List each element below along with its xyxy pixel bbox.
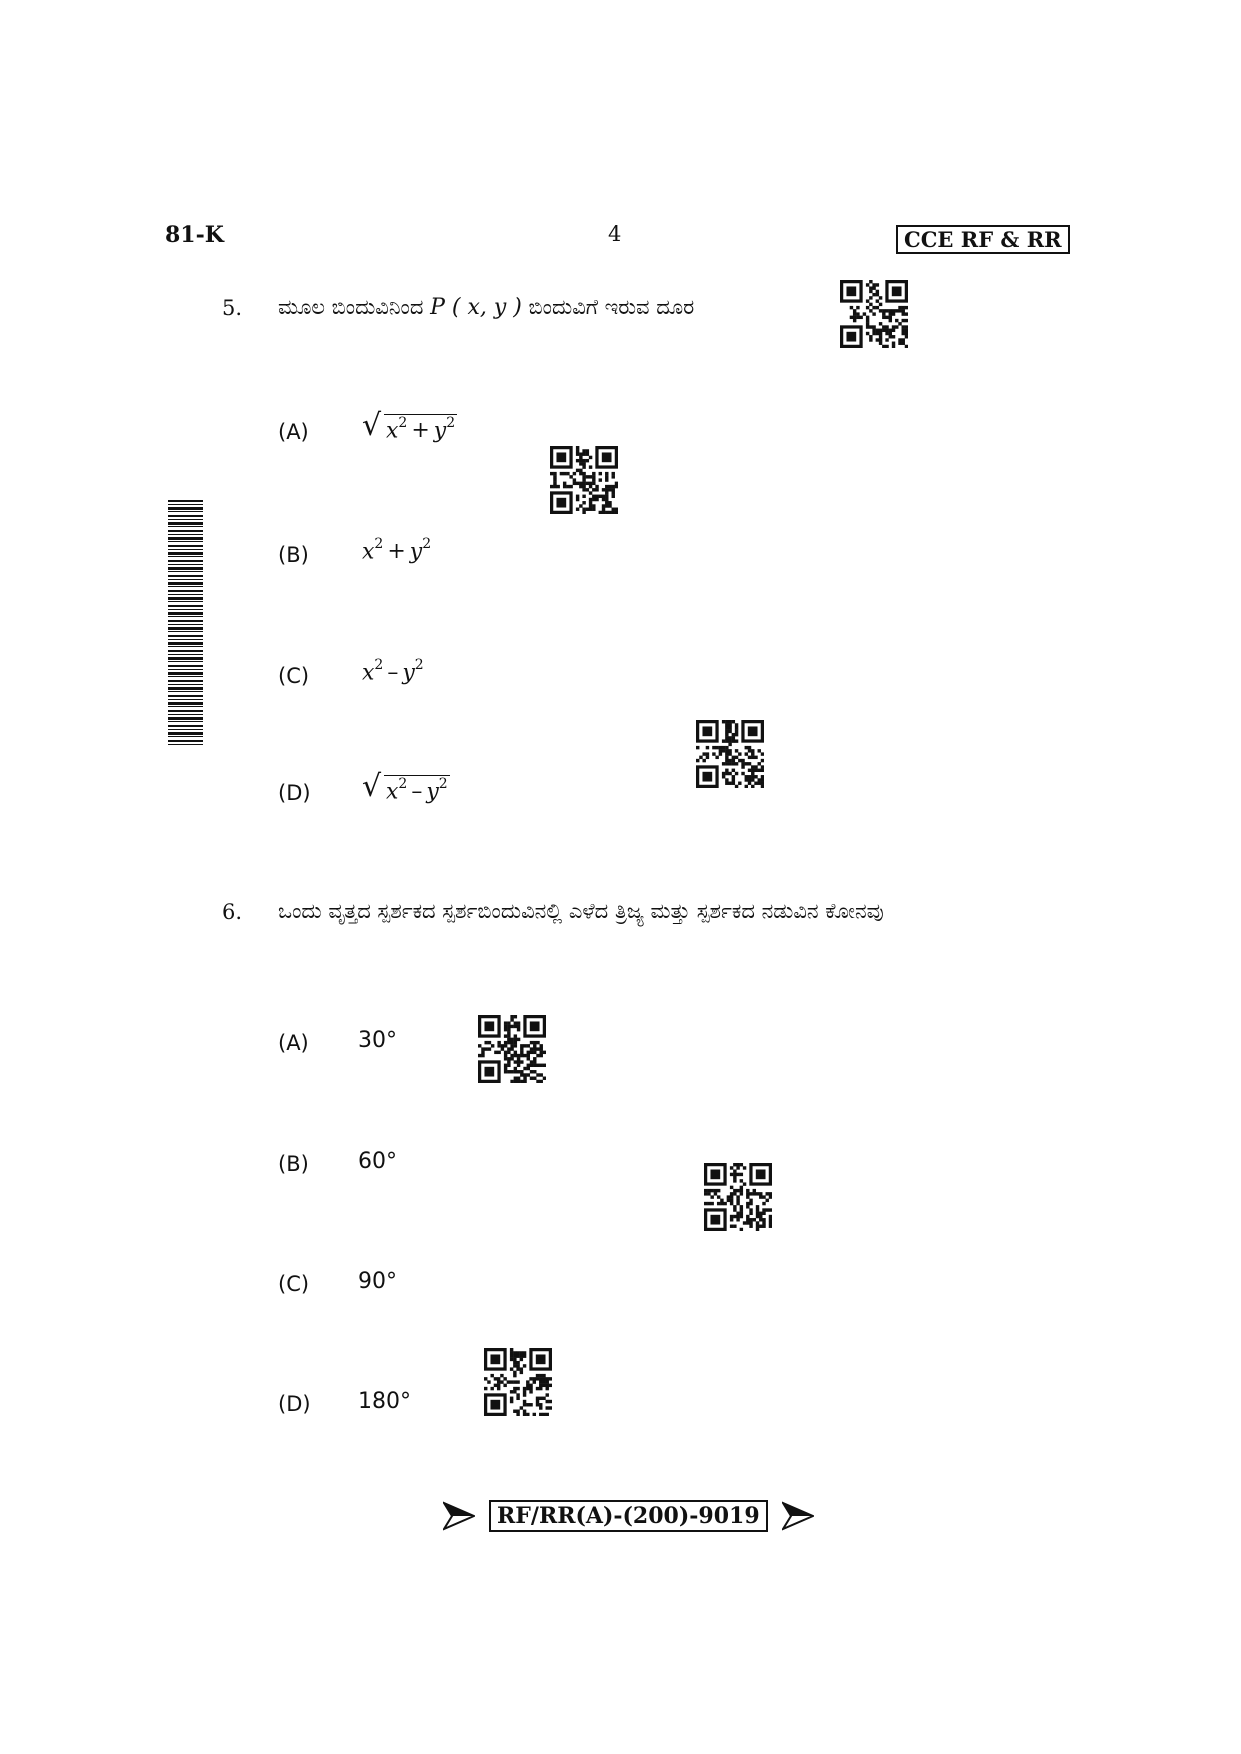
q6-option-b-value: 60° (358, 1149, 397, 1174)
qr-code-icon (696, 720, 764, 788)
paper-code: 81-K (165, 222, 224, 248)
footer-code: RF/RR(A)-(200)-9019 (489, 1500, 768, 1532)
q6-option-c-label: (C) (278, 1272, 310, 1296)
q6-option-c-value: 90° (358, 1269, 397, 1294)
q6-option-b-label: (B) (278, 1152, 309, 1176)
footer (443, 1500, 814, 1532)
q5-option-a-label: (A) (278, 420, 309, 444)
q5-option-b-expression: $x^2 + y^2$ (362, 536, 432, 565)
qr-code-icon (478, 1015, 546, 1083)
qr-code-icon (484, 1348, 552, 1416)
question-5-point: P ( x, y ) (430, 295, 522, 320)
q6-option-d-value: 180° (358, 1389, 411, 1414)
question-6-text: ಒಂದು ವೃತ್ತದ ಸ್ಪರ್ಶಕದ ಸ್ಪರ್ಶಬಿಂದುವಿನಲ್ಲಿ ಎಳೆದ ತ್ರಿಜ್ಯ ಮತ್ತು ಸ್ಪರ್ಶಕದ ನಡುವಿನ ಕೋನವು (278, 899, 884, 923)
q5-option-c-expression: $x^2 - y^2$ (362, 657, 424, 686)
q6-option-a-value: 30° (358, 1028, 397, 1053)
q5-option-a-expression: √ $x^2 + y^2$ (362, 408, 456, 444)
q5-option-b-label: (B) (278, 543, 309, 567)
qr-code-icon (704, 1163, 772, 1231)
arrow-icon (782, 1501, 814, 1531)
q5-option-d-label: (D) (278, 781, 311, 805)
barcode-icon (168, 500, 203, 746)
series-box: CCE RF & RR (896, 225, 1070, 254)
qr-code-icon (840, 280, 908, 348)
q6-option-a-label: (A) (278, 1031, 309, 1055)
question-6-number: 6. (222, 900, 243, 924)
q5-option-c-label: (C) (278, 664, 310, 688)
question-5-text: ಮೂಲ ಬಿಂದುವಿನಿಂದ P ( x, y ) ಬಿಂದುವಿಗೆ ಇರುವ ದೂರ (278, 295, 695, 320)
qr-code-icon (550, 446, 618, 514)
q6-option-d-label: (D) (278, 1392, 311, 1416)
arrow-icon (443, 1501, 475, 1531)
q5-option-d-expression: √ $x^2 - y^2$ (362, 769, 448, 805)
page-number: 4 (608, 222, 622, 246)
question-5-number: 5. (222, 296, 243, 320)
